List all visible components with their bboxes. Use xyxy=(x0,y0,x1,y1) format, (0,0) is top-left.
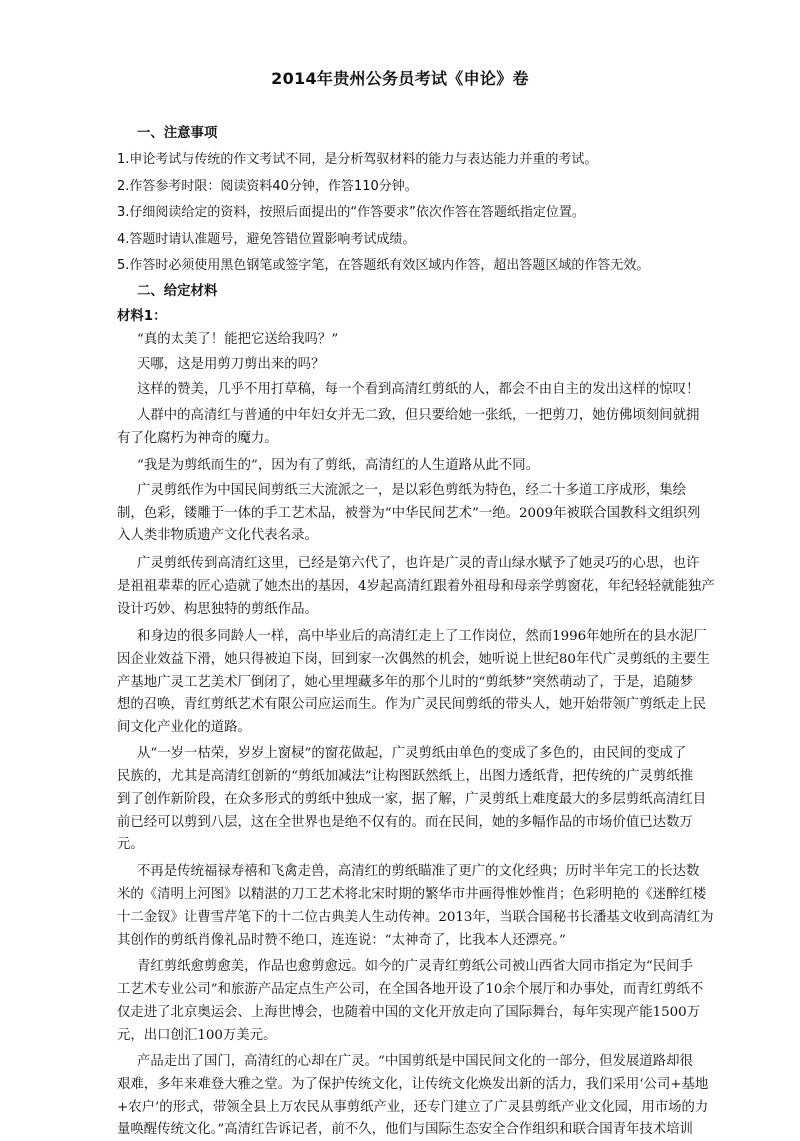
paragraph-line: 和身边的很多同龄人一样，高中毕业后的高清红走上了工作岗位，然而1996年她所在的县水泥厂 xyxy=(137,629,707,644)
paragraph-line: 间文化产业化的道路。 xyxy=(117,720,251,735)
paragraph-line: 入人类非物质遗产文化代表名录。 xyxy=(117,528,318,543)
notice-item: 5.作答时必须使用黑色钢笔或签字笔，在答题纸有效区域内作答，超出答题区域的作答无效。 xyxy=(117,258,650,273)
paragraph-line: 产品走出了国门，高清红的心却在广灵。“中国剪纸是中国民间文化的一部分，但发展道路却很 xyxy=(137,1054,693,1069)
paragraph-line: 想的召唤，青红剪纸艺术有限公司应运而生。作为广灵民间剪纸的带头人，她开始带领广剪纸走上民 xyxy=(117,697,707,712)
paragraph-line: 从“一岁一枯荣，岁岁上窗棂”的窗花做起，广灵剪纸由单色的变成了多色的，由民间的变成了 xyxy=(137,746,687,761)
paragraph-line: 设计巧妙、构思独特的剪纸作品。 xyxy=(117,602,318,617)
paragraph-line: 到了创作新阶段，在众多形式的剪纸中独成一家，据了解，广灵剪纸上难度最大的多层剪纸高清红目 xyxy=(117,792,707,807)
paragraph-line: 仅走进了北京奥运会、上海世博会，也随着中国的文化开放走向了国际舞台，每年实现产能1500万 xyxy=(117,1005,701,1020)
paragraph-line: 十二金钗》让曹雪芹笔下的十二位古典美人生动传神。2013年，当联合国秘书长潘基文收到高清红为 xyxy=(117,910,714,925)
paragraph-line: 前已经可以剪到八层，这在全世界也是绝不仅有的。而在民间，她的多幅作品的市场价值已达数万 xyxy=(117,815,693,830)
paragraph-line: “真的太美了！能把它送给我吗？” xyxy=(137,332,339,347)
paragraph-line: 产基地广灵工艺美术厂倒闭了，她心里埋藏多年的那个儿时的“剪纸梦”突然萌动了，于是，追随梦 xyxy=(117,675,694,690)
paragraph-line: 艰难，多年来难登大雅之堂。为了保护传统文化，让传统文化焕发出新的活力，我们采用‘公司+基地 xyxy=(117,1077,709,1092)
notice-item: 4.答题时请认准题号，避免答错位置影响考试成绩。 xyxy=(117,232,416,247)
paragraph-line: 不再是传统福禄寿禧和飞禽走兽，高清红的剪纸瞄准了更广的文化经典；历时半年完工的长达数 xyxy=(137,864,700,879)
notice-item: 3.仔细阅读给定的资料，按照后面提出的“作答要求”依次作答在答题纸指定位置。 xyxy=(117,205,585,220)
paragraph-line: 广灵剪纸传到高清红这里，已经是第六代了，也许是广灵的青山绿水赋予了她灵巧的心思，也许 xyxy=(137,556,700,571)
paragraph-line: 是祖祖辈辈的匠心造就了她杰出的基因，4岁起高清红跟着外祖母和母亲学剪窗花，年纪轻轻就能独产 xyxy=(117,579,715,594)
notice-item: 1.申论考试与传统的作文考试不同，是分析驾驭材料的能力与表达能力并重的考试。 xyxy=(117,152,598,167)
paragraph-line: +农户’的形式，带领全县上万农民从事剪纸产业，还专门建立了广灵县剪纸产业文化园，用市场的力 xyxy=(117,1100,709,1115)
material-label: 材料1： xyxy=(117,309,167,324)
paragraph-line: 元。 xyxy=(117,837,144,852)
paragraph-line: 青红剪纸愈剪愈美，作品也愈剪愈远。如今的广灵青红剪纸公司被山西省大同市指定为“民间手 xyxy=(137,959,693,974)
document-title: 2014年贵州公务员考试《申论》卷 xyxy=(271,69,529,88)
paragraph-line: 广灵剪纸作为中国民间剪纸三大流派之一，是以彩色剪纸为特色，经二十多道工序成形，集绘 xyxy=(137,483,687,498)
paragraph-line: 量唤醒传统文化。”高清红告诉记者，前不久，他们与国际生态安全合作组织和联合国青年技术培训 xyxy=(117,1122,693,1137)
paragraph-line: 制，色彩，镂雕于一体的手工艺术品，被誉为“中华民间艺术”一绝。2009年被联合国教科文组织列 xyxy=(117,506,701,521)
paragraph-line: 天哪，这是用剪刀剪出来的吗？ xyxy=(137,357,325,372)
paragraph-line: 这样的赞美，几乎不用打草稿，每一个看到高清红剪纸的人，都会不由自主的发出这样的惊叹！ xyxy=(137,382,700,397)
paragraph-line: 工艺术专业公司”和旅游产品定点生产公司，在全国各地开设了10余个展厅和办事处，而青红剪纸不 xyxy=(117,982,704,997)
section-heading-notices: 一、注意事项 xyxy=(137,126,218,141)
paragraph-line: 米的《清明上河图》以精湛的刀工艺术将北宋时期的繁华市井画得惟妙惟肖；色彩明艳的《迷醉红楼 xyxy=(117,887,707,902)
paragraph-line: 民族的，尤其是高清红创新的“剪纸加减法”让构图跃然纸上，出图力透纸背，把传统的广灵剪纸推 xyxy=(117,769,694,784)
notice-item: 2.作答参考时限：阅读资料40分钟，作答110分钟。 xyxy=(117,179,418,194)
paragraph-line: “我是为剪纸而生的”，因为有了剪纸，高清红的人生道路从此不同。 xyxy=(137,458,540,473)
paragraph-line: 元，出口创汇100万美元。 xyxy=(117,1028,277,1043)
paragraph-line: 人群中的高清红与普通的中年妇女并无二致，但只要给她一张纸，一把剪刀，她仿佛顷刻间就拥 xyxy=(137,408,700,423)
paragraph-line: 因企业效益下滑，她只得被迫下岗，回到家一次偶然的机会，她听说上世纪80年代广灵剪纸的主要生 xyxy=(117,652,710,667)
paragraph-line: 有了化腐朽为神奇的魔力。 xyxy=(117,431,278,446)
section-heading-materials: 二、给定材料 xyxy=(137,284,218,299)
paragraph-line: 其创作的剪纸肖像礼品时赞不绝口，连连说：“太神奇了，比我本人还漂亮。” xyxy=(117,933,566,948)
